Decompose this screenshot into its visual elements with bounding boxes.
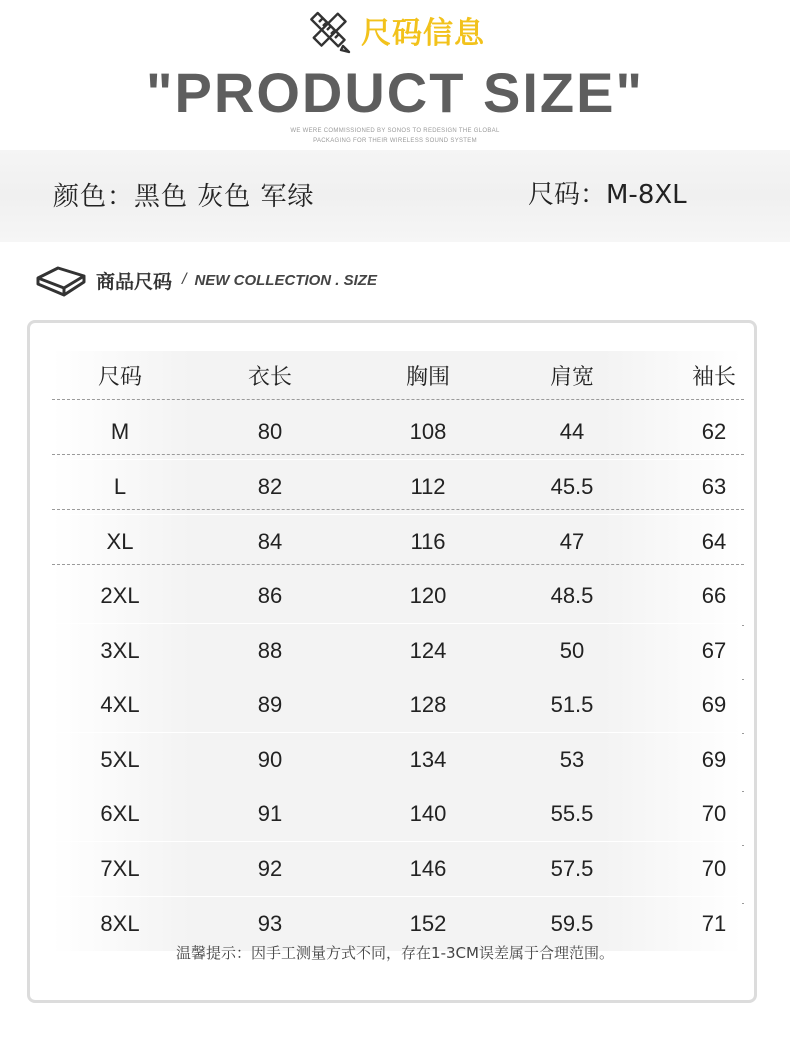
divider <box>52 564 744 565</box>
cell-chest: 108 <box>409 419 447 444</box>
table-row <box>52 515 742 569</box>
box-icon <box>34 262 88 298</box>
cell-size: XL <box>106 529 134 554</box>
cell-chest: 146 <box>409 856 447 881</box>
table-row <box>52 678 742 732</box>
cell-shoulder: 44 <box>559 419 585 444</box>
section-separator: / <box>182 271 187 288</box>
tagline-line-1: WE WERE COMMISSIONED BY SONOS TO REDESIGN THE GLOBAL <box>290 128 500 134</box>
col-length: 衣长 <box>247 365 293 390</box>
table-row <box>52 842 742 896</box>
col-chest: 胸围 <box>405 365 451 390</box>
size-info-title: 尺码信息 <box>361 16 485 51</box>
cell-shoulder: 47 <box>559 529 585 554</box>
table-row <box>52 787 742 841</box>
cell-shoulder: 53 <box>559 747 585 772</box>
cell-length: 88 <box>257 638 283 663</box>
cell-size: 4XL <box>100 692 140 717</box>
table-row <box>52 460 742 514</box>
cell-size: 6XL <box>100 801 140 826</box>
table-row <box>52 569 742 623</box>
cell-sleeve: 69 <box>701 692 727 717</box>
cell-sleeve: 69 <box>701 747 727 772</box>
cell-length: 90 <box>257 747 283 772</box>
ruler-pencil-icon <box>305 6 353 54</box>
cell-sleeve: 64 <box>701 529 727 554</box>
cell-chest: 140 <box>409 801 447 826</box>
cell-size: 2XL <box>100 583 140 608</box>
divider <box>52 454 744 455</box>
cell-length: 89 <box>257 692 283 717</box>
col-shoulder: 肩宽 <box>549 365 595 390</box>
cell-size: 3XL <box>100 638 140 663</box>
cell-chest: 128 <box>409 692 447 717</box>
section-subtitle: NEW COLLECTION . SIZE <box>194 271 377 289</box>
cell-sleeve: 67 <box>701 638 727 663</box>
cell-shoulder: 50 <box>559 638 585 663</box>
cell-sleeve: 66 <box>701 583 727 608</box>
cell-shoulder: 51.5 <box>550 692 594 717</box>
divider <box>52 509 744 510</box>
color-options: 颜色：黑色 灰色 军绿 <box>53 182 315 212</box>
cell-sleeve: 63 <box>701 474 727 499</box>
cell-sleeve: 70 <box>701 856 727 881</box>
cell-size: 7XL <box>100 856 140 881</box>
section-title: 商品尺码 <box>96 270 173 293</box>
divider <box>52 399 744 400</box>
header <box>0 0 790 150</box>
measurement-note: 温馨提示：因手工测量方式不同，存在1-3CM误差属于合理范围。 <box>176 944 614 962</box>
section-heading <box>34 262 377 298</box>
cell-length: 82 <box>257 474 283 499</box>
table-row <box>52 733 742 787</box>
cell-sleeve: 62 <box>701 419 727 444</box>
cell-length: 80 <box>257 419 283 444</box>
cell-shoulder: 57.5 <box>550 856 594 881</box>
table-row <box>52 624 742 678</box>
cell-chest: 116 <box>410 529 446 554</box>
cell-chest: 152 <box>409 911 447 936</box>
product-size-title: "PRODUCT SIZE" <box>145 61 644 124</box>
table-header-row <box>52 351 742 405</box>
cell-size: L <box>113 474 127 499</box>
cell-length: 91 <box>257 801 283 826</box>
tagline-line-2: PACKAGING FOR THEIR WIRELESS SOUND SYSTEM <box>313 138 477 144</box>
cell-length: 84 <box>257 529 283 554</box>
cell-chest: 124 <box>409 638 447 663</box>
cell-chest: 112 <box>410 474 446 499</box>
cell-length: 93 <box>257 911 283 936</box>
cell-size: 8XL <box>100 911 140 936</box>
cell-size: M <box>110 419 130 444</box>
info-band <box>0 150 790 242</box>
cell-chest: 134 <box>409 747 447 772</box>
cell-shoulder: 45.5 <box>550 474 594 499</box>
cell-sleeve: 71 <box>701 911 727 936</box>
size-table <box>27 320 757 1003</box>
size-range: 尺码：M-8XL <box>528 180 687 210</box>
cell-length: 86 <box>257 583 283 608</box>
cell-shoulder: 48.5 <box>550 583 594 608</box>
cell-shoulder: 59.5 <box>550 911 594 936</box>
title-row <box>0 6 790 54</box>
col-size: 尺码 <box>97 365 143 390</box>
cell-chest: 120 <box>409 583 447 608</box>
cell-shoulder: 55.5 <box>550 801 594 826</box>
cell-length: 92 <box>257 856 283 881</box>
cell-size: 5XL <box>100 747 140 772</box>
col-sleeve: 袖长 <box>691 365 737 390</box>
table-row <box>52 405 742 459</box>
cell-sleeve: 70 <box>701 801 727 826</box>
